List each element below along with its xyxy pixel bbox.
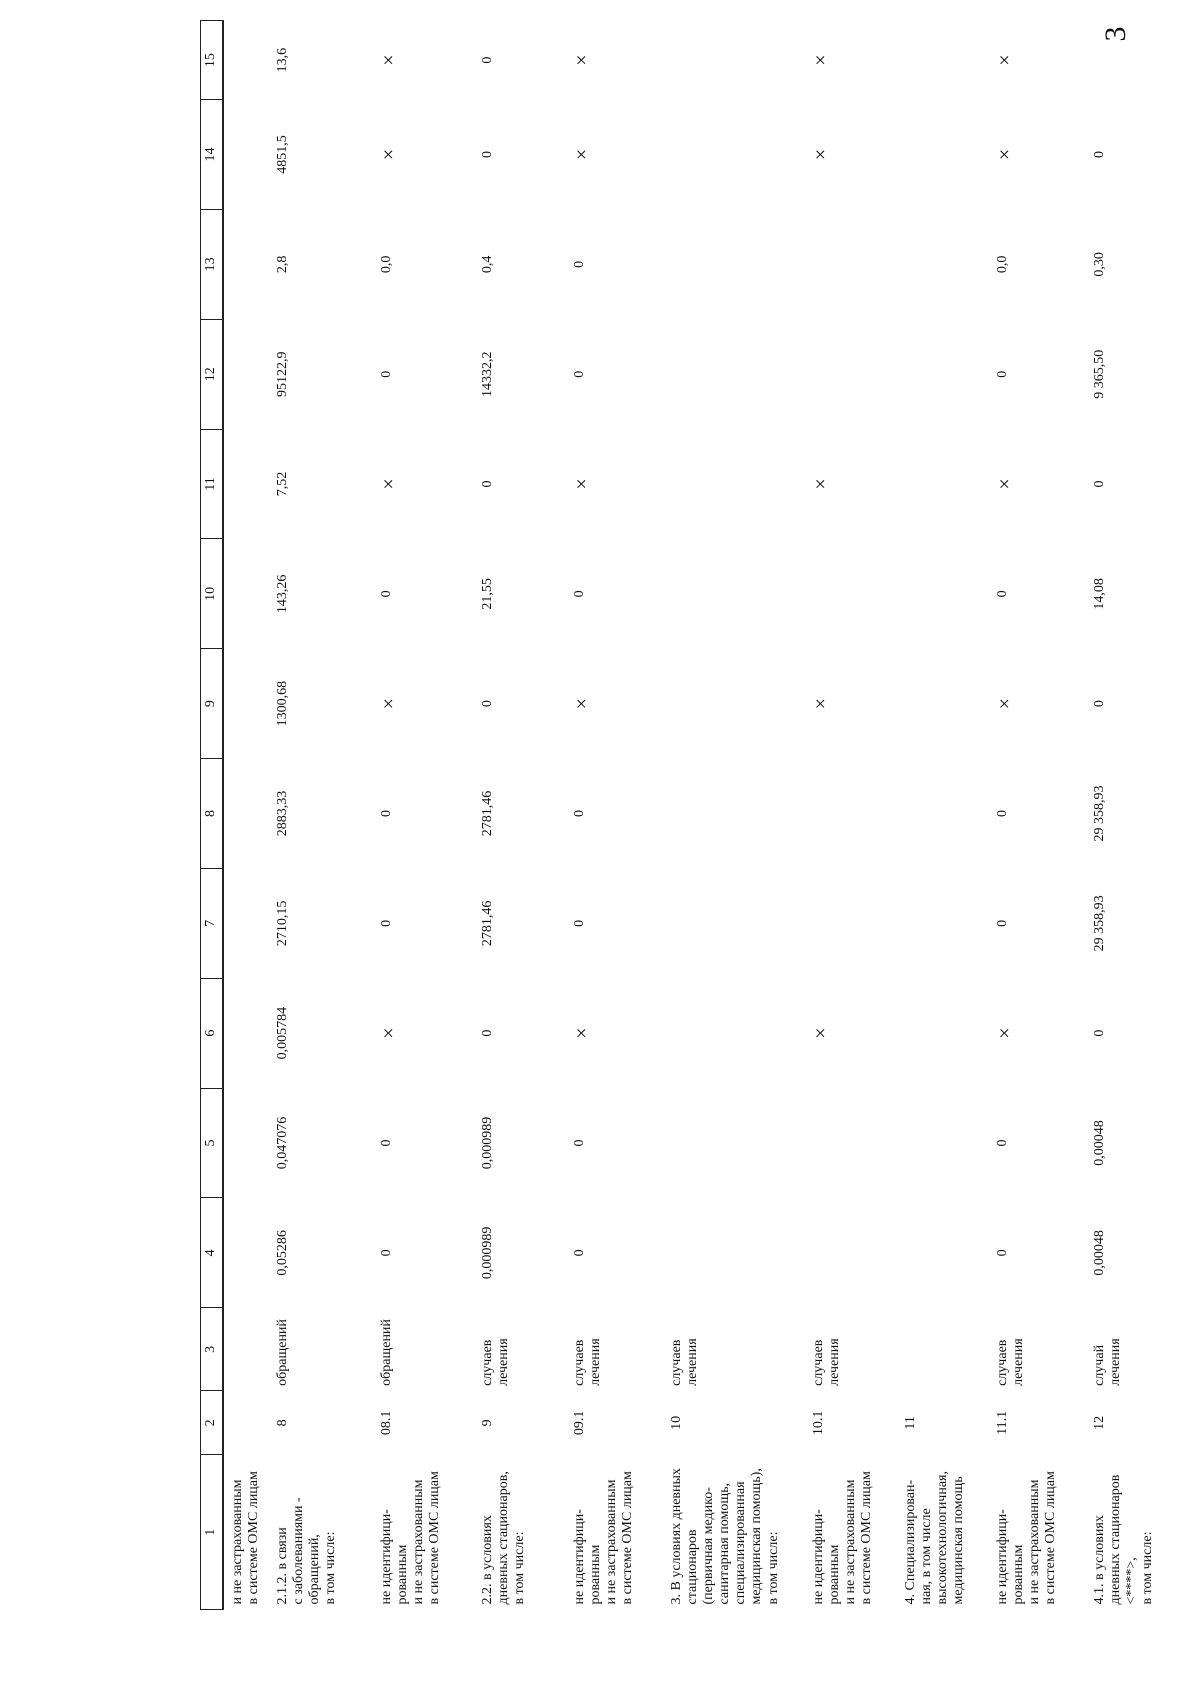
value-cell-text: 2781,46 (480, 790, 495, 837)
value-cell-text: 0 (572, 1139, 587, 1147)
value-cell (897, 759, 989, 869)
value-cell-text: 14,08 (1092, 578, 1107, 610)
value-cell (474, 1088, 566, 1198)
value-cell (989, 759, 1086, 869)
table-row (474, 21, 566, 1610)
value-cell (663, 759, 805, 869)
value-cell (223, 21, 269, 100)
value-cell-text: 9 365,50 (1092, 349, 1107, 399)
row-unit-text: случаев лечения (669, 1338, 701, 1386)
row-unit-text: случаев лечения (995, 1338, 1027, 1386)
row-description-text: 4. Специализирован- ная, в том числе высокотехнологичная, медицинская помощь (903, 1471, 967, 1605)
value-cell-text: 0 (480, 56, 495, 64)
value-cell (989, 868, 1086, 978)
value-cell (663, 1088, 805, 1198)
row-unit (663, 1308, 805, 1391)
row-code (805, 1391, 897, 1455)
row-code-text: 12 (1092, 1415, 1107, 1430)
value-cell (373, 319, 474, 429)
value-cell-text: 0,000989 (480, 1116, 495, 1170)
row-unit-text: обращений (379, 1319, 394, 1386)
value-cell (474, 539, 566, 649)
value-cell-text: 0 (480, 1029, 495, 1037)
value-cell (1086, 1088, 1200, 1198)
value-cell (566, 100, 663, 210)
column-header: 8 (201, 759, 224, 869)
table-row (989, 21, 1086, 1610)
value-cell-text: × (571, 54, 593, 66)
value-cell (269, 100, 373, 210)
value-cell-text: 0 (1092, 700, 1107, 708)
value-cell-text: 0 (572, 1249, 587, 1257)
value-cell (989, 1198, 1086, 1308)
value-cell (566, 978, 663, 1088)
value-cell-text: 0 (995, 1139, 1010, 1147)
value-cell (373, 868, 474, 978)
table-row (566, 21, 663, 1610)
value-cell (1086, 319, 1200, 429)
row-unit (474, 1308, 566, 1391)
value-cell (474, 649, 566, 759)
value-cell-text: 0 (480, 700, 495, 708)
value-cell-text: 0 (1092, 151, 1107, 159)
value-cell (989, 209, 1086, 319)
value-cell (805, 21, 897, 100)
value-cell-text: × (571, 148, 593, 161)
table-row (897, 21, 989, 1610)
row-unit-text: случаев лечения (572, 1338, 604, 1386)
row-description (223, 1455, 269, 1610)
value-cell-text: 4851,5 (275, 135, 290, 174)
value-cell (223, 1088, 269, 1198)
row-description (269, 1455, 373, 1610)
value-cell (269, 978, 373, 1088)
row-description-text: 2.1.2. в связи с заболеваниями - обращений, в том числе: (275, 1497, 339, 1605)
row-unit (373, 1308, 474, 1391)
table-row (805, 21, 897, 1610)
value-cell (1086, 539, 1200, 649)
value-cell (269, 649, 373, 759)
value-cell (373, 209, 474, 319)
row-unit-text: случай лечения (1092, 1338, 1124, 1386)
row-unit (1086, 1308, 1200, 1391)
value-cell (373, 429, 474, 539)
value-cell-text: 0 (995, 370, 1010, 378)
row-code (269, 1391, 373, 1455)
value-cell-text: × (994, 148, 1016, 161)
value-cell (566, 209, 663, 319)
value-cell-text: 143,26 (275, 574, 290, 614)
value-cell (474, 1198, 566, 1308)
value-cell-text: 0,000989 (480, 1226, 495, 1280)
value-cell-text: 0,05286 (275, 1230, 290, 1276)
value-cell-text: 0 (379, 919, 394, 927)
column-header: 12 (201, 319, 224, 429)
value-cell-text: × (994, 54, 1016, 66)
value-cell-text: 0 (379, 370, 394, 378)
value-cell (897, 978, 989, 1088)
value-cell-text: 0,00048 (1092, 1230, 1107, 1276)
value-cell (663, 868, 805, 978)
value-cell-text: 0 (379, 1249, 394, 1257)
row-unit (897, 1308, 989, 1391)
value-cell (269, 539, 373, 649)
row-code-text: 08.1 (379, 1410, 394, 1436)
value-cell (989, 649, 1086, 759)
row-unit (223, 1308, 269, 1391)
row-code (1086, 1391, 1200, 1455)
value-cell (805, 1088, 897, 1198)
row-description-text: не идентифици- рованным и не застрахованным в системе ОМС лицам (811, 1471, 875, 1605)
value-cell (805, 1198, 897, 1308)
value-cell (663, 21, 805, 100)
row-code-text: 9 (480, 1419, 495, 1427)
row-description-text: не идентифици- рованным и не застрахованным в системе ОМС лицам (572, 1471, 636, 1605)
row-unit-text: обращений (275, 1319, 290, 1386)
value-cell-text: 0 (995, 810, 1010, 817)
row-code (989, 1391, 1086, 1455)
value-cell (1086, 21, 1200, 100)
row-code-text: 11 (903, 1416, 918, 1430)
row-unit-text: случаев лечения (480, 1338, 512, 1386)
value-cell (1086, 209, 1200, 319)
table-row (269, 21, 373, 1610)
column-header: 2 (201, 1391, 224, 1455)
row-description (373, 1455, 474, 1610)
value-cell-text: 0 (995, 919, 1010, 927)
value-cell (566, 429, 663, 539)
value-cell-text: 0 (995, 1249, 1010, 1257)
value-cell-text: × (810, 148, 832, 161)
value-cell-text: 0 (379, 1139, 394, 1147)
value-cell (474, 868, 566, 978)
value-cell (663, 539, 805, 649)
value-cell (474, 21, 566, 100)
value-cell-text: 0 (572, 810, 587, 817)
value-cell (373, 1198, 474, 1308)
column-header: 7 (201, 868, 224, 978)
value-cell (897, 21, 989, 100)
value-cell (989, 539, 1086, 649)
data-table (200, 20, 1200, 1610)
value-cell (566, 1088, 663, 1198)
value-cell (1086, 649, 1200, 759)
row-unit-text: случаев лечения (811, 1338, 843, 1386)
header-row (201, 21, 224, 1610)
row-unit (269, 1308, 373, 1391)
value-cell-text: × (810, 698, 832, 710)
value-cell (223, 978, 269, 1088)
value-cell (897, 209, 989, 319)
rotated-table-wrapper (200, 20, 1156, 1610)
column-header: 15 (201, 21, 224, 100)
value-cell (269, 429, 373, 539)
column-header: 14 (201, 100, 224, 210)
value-cell (269, 209, 373, 319)
value-cell-text: × (994, 1027, 1016, 1039)
value-cell-text: 0,4 (480, 255, 495, 274)
value-cell (566, 868, 663, 978)
value-cell-text: 0 (1092, 480, 1107, 488)
row-unit (566, 1308, 663, 1391)
row-code (373, 1391, 474, 1455)
row-description (474, 1455, 566, 1610)
value-cell (223, 539, 269, 649)
column-header: 1 (201, 1455, 224, 1610)
value-cell (1086, 429, 1200, 539)
value-cell (223, 209, 269, 319)
value-cell (897, 649, 989, 759)
row-description-text: 2.2. в условиях дневных стационаров, в том числе: (480, 1471, 528, 1605)
value-cell (897, 1198, 989, 1308)
value-cell (373, 539, 474, 649)
value-cell-text: 0 (379, 590, 394, 598)
value-cell (474, 209, 566, 319)
value-cell-text: 29 358,93 (1092, 785, 1107, 842)
value-cell-text: × (571, 1027, 593, 1039)
value-cell (269, 319, 373, 429)
row-description (805, 1455, 897, 1610)
value-cell (805, 429, 897, 539)
value-cell (805, 759, 897, 869)
value-cell (1086, 100, 1200, 210)
value-cell-text: 0 (995, 590, 1010, 598)
value-cell-text: × (810, 1027, 832, 1039)
row-description-text: 4.1. в условиях дневных стационаров <****>, в том числе: (1092, 1474, 1156, 1605)
row-description-text: 3. В условиях дневных стационаров (первичная медико- санитарная помощь, специализированная медицинская помощь), в том числе: (669, 1468, 781, 1605)
value-cell (805, 100, 897, 210)
value-cell-text: 0,0 (995, 255, 1010, 274)
value-cell (269, 759, 373, 869)
value-cell (474, 429, 566, 539)
value-cell (223, 100, 269, 210)
value-cell (223, 1198, 269, 1308)
value-cell (223, 759, 269, 869)
value-cell (269, 1198, 373, 1308)
column-header: 6 (201, 978, 224, 1088)
value-cell-text: 2,8 (275, 255, 290, 274)
table-row (223, 21, 269, 1610)
column-header: 5 (201, 1088, 224, 1198)
value-cell (373, 21, 474, 100)
value-cell (373, 100, 474, 210)
value-cell (566, 21, 663, 100)
value-cell (1086, 978, 1200, 1088)
value-cell (897, 539, 989, 649)
value-cell-text: 0 (572, 370, 587, 378)
value-cell-text: 2781,46 (480, 900, 495, 947)
row-description (663, 1455, 805, 1610)
value-cell (269, 868, 373, 978)
value-cell (805, 649, 897, 759)
value-cell (566, 319, 663, 429)
value-cell (474, 978, 566, 1088)
value-cell-text: 21,55 (480, 578, 495, 610)
value-cell (663, 1198, 805, 1308)
row-code (474, 1391, 566, 1455)
table-row (663, 21, 805, 1610)
value-cell-text: 0,00048 (1092, 1120, 1107, 1166)
value-cell (897, 868, 989, 978)
value-cell-text: 29 358,93 (1092, 895, 1107, 952)
value-cell (663, 209, 805, 319)
value-cell (805, 978, 897, 1088)
value-cell (566, 759, 663, 869)
value-cell (805, 319, 897, 429)
value-cell (897, 1088, 989, 1198)
value-cell (474, 319, 566, 429)
value-cell-text: × (571, 698, 593, 710)
value-cell (566, 649, 663, 759)
value-cell-text: 0,30 (1092, 252, 1107, 277)
value-cell (474, 100, 566, 210)
row-description (566, 1455, 663, 1610)
value-cell-text: 0 (572, 919, 587, 927)
value-cell-text: × (994, 478, 1016, 490)
value-cell-text: 2883,33 (275, 790, 290, 837)
value-cell (223, 319, 269, 429)
value-cell-text: × (378, 1027, 400, 1039)
value-cell (897, 100, 989, 210)
value-cell-text: 7,52 (275, 471, 290, 497)
value-cell (663, 429, 805, 539)
row-code-text: 10 (669, 1415, 684, 1430)
value-cell (989, 978, 1086, 1088)
table-row (373, 21, 474, 1610)
value-cell (1086, 1198, 1200, 1308)
row-description (1086, 1455, 1200, 1610)
value-cell (223, 429, 269, 539)
value-cell (1086, 868, 1200, 978)
value-cell (1086, 759, 1200, 869)
value-cell-text: × (571, 478, 593, 490)
value-cell-text: × (994, 698, 1016, 710)
row-code-text: 8 (275, 1419, 290, 1427)
row-description (989, 1455, 1086, 1610)
value-cell (989, 21, 1086, 100)
value-cell (269, 21, 373, 100)
value-cell-text: × (810, 478, 832, 490)
table-row (1086, 21, 1200, 1610)
value-cell (223, 868, 269, 978)
value-cell-text: 95122,9 (275, 351, 290, 397)
value-cell (989, 1088, 1086, 1198)
value-cell (269, 1088, 373, 1198)
value-cell (897, 319, 989, 429)
column-header: 9 (201, 649, 224, 759)
value-cell-text: 13,6 (275, 47, 290, 73)
row-code-text: 11.1 (995, 1410, 1010, 1435)
value-cell (566, 539, 663, 649)
row-code (663, 1391, 805, 1455)
table-body (223, 21, 1200, 1610)
value-cell (373, 759, 474, 869)
row-description-text: не идентифици- рованным и не застрахованным в системе ОМС лицам (995, 1471, 1059, 1605)
value-cell (989, 429, 1086, 539)
table-area (200, 20, 1156, 1610)
value-cell-text: × (378, 148, 400, 161)
column-header: 3 (201, 1308, 224, 1391)
column-header: 11 (201, 429, 224, 539)
value-cell-text: × (378, 478, 400, 490)
value-cell (474, 759, 566, 869)
value-cell-text: 0 (379, 810, 394, 817)
value-cell (805, 539, 897, 649)
column-header: 4 (201, 1198, 224, 1308)
value-cell-text: × (810, 54, 832, 66)
value-cell (663, 319, 805, 429)
value-cell (663, 978, 805, 1088)
value-cell (566, 1198, 663, 1308)
value-cell-text: × (378, 698, 400, 710)
row-code (223, 1391, 269, 1455)
value-cell (663, 649, 805, 759)
value-cell-text: 0 (480, 480, 495, 488)
row-code (897, 1391, 989, 1455)
value-cell (805, 868, 897, 978)
row-unit (989, 1308, 1086, 1391)
column-header: 13 (201, 209, 224, 319)
value-cell (373, 978, 474, 1088)
row-code-text: 10.1 (811, 1410, 826, 1436)
page-number: 3 (1099, 26, 1132, 42)
value-cell (663, 100, 805, 210)
value-cell-text: 0 (480, 151, 495, 159)
value-cell (805, 209, 897, 319)
row-description (897, 1455, 989, 1610)
value-cell-text: 0 (1092, 1029, 1107, 1037)
row-code-text: 09.1 (572, 1410, 587, 1436)
value-cell-text: 0 (572, 260, 587, 268)
row-description-text: не идентифици- рованным и не застрахованным в системе ОМС лицам (379, 1471, 443, 1605)
value-cell (223, 649, 269, 759)
value-cell-text: 0,047076 (275, 1116, 290, 1170)
value-cell-text: 0,005784 (275, 1006, 290, 1060)
column-header: 10 (201, 539, 224, 649)
row-unit (805, 1308, 897, 1391)
value-cell (373, 649, 474, 759)
row-code (566, 1391, 663, 1455)
value-cell-text: × (378, 54, 400, 66)
value-cell (989, 319, 1086, 429)
value-cell-text: 0,0 (379, 255, 394, 274)
value-cell-text: 2710,15 (275, 900, 290, 947)
value-cell (989, 100, 1086, 210)
value-cell (373, 1088, 474, 1198)
value-cell (897, 429, 989, 539)
row-description-text: и не застрахованным в системе ОМС лицам (230, 1471, 262, 1605)
value-cell-text: 1300,68 (275, 680, 290, 727)
value-cell-text: 0 (572, 590, 587, 598)
value-cell-text: 14332,2 (480, 351, 495, 397)
